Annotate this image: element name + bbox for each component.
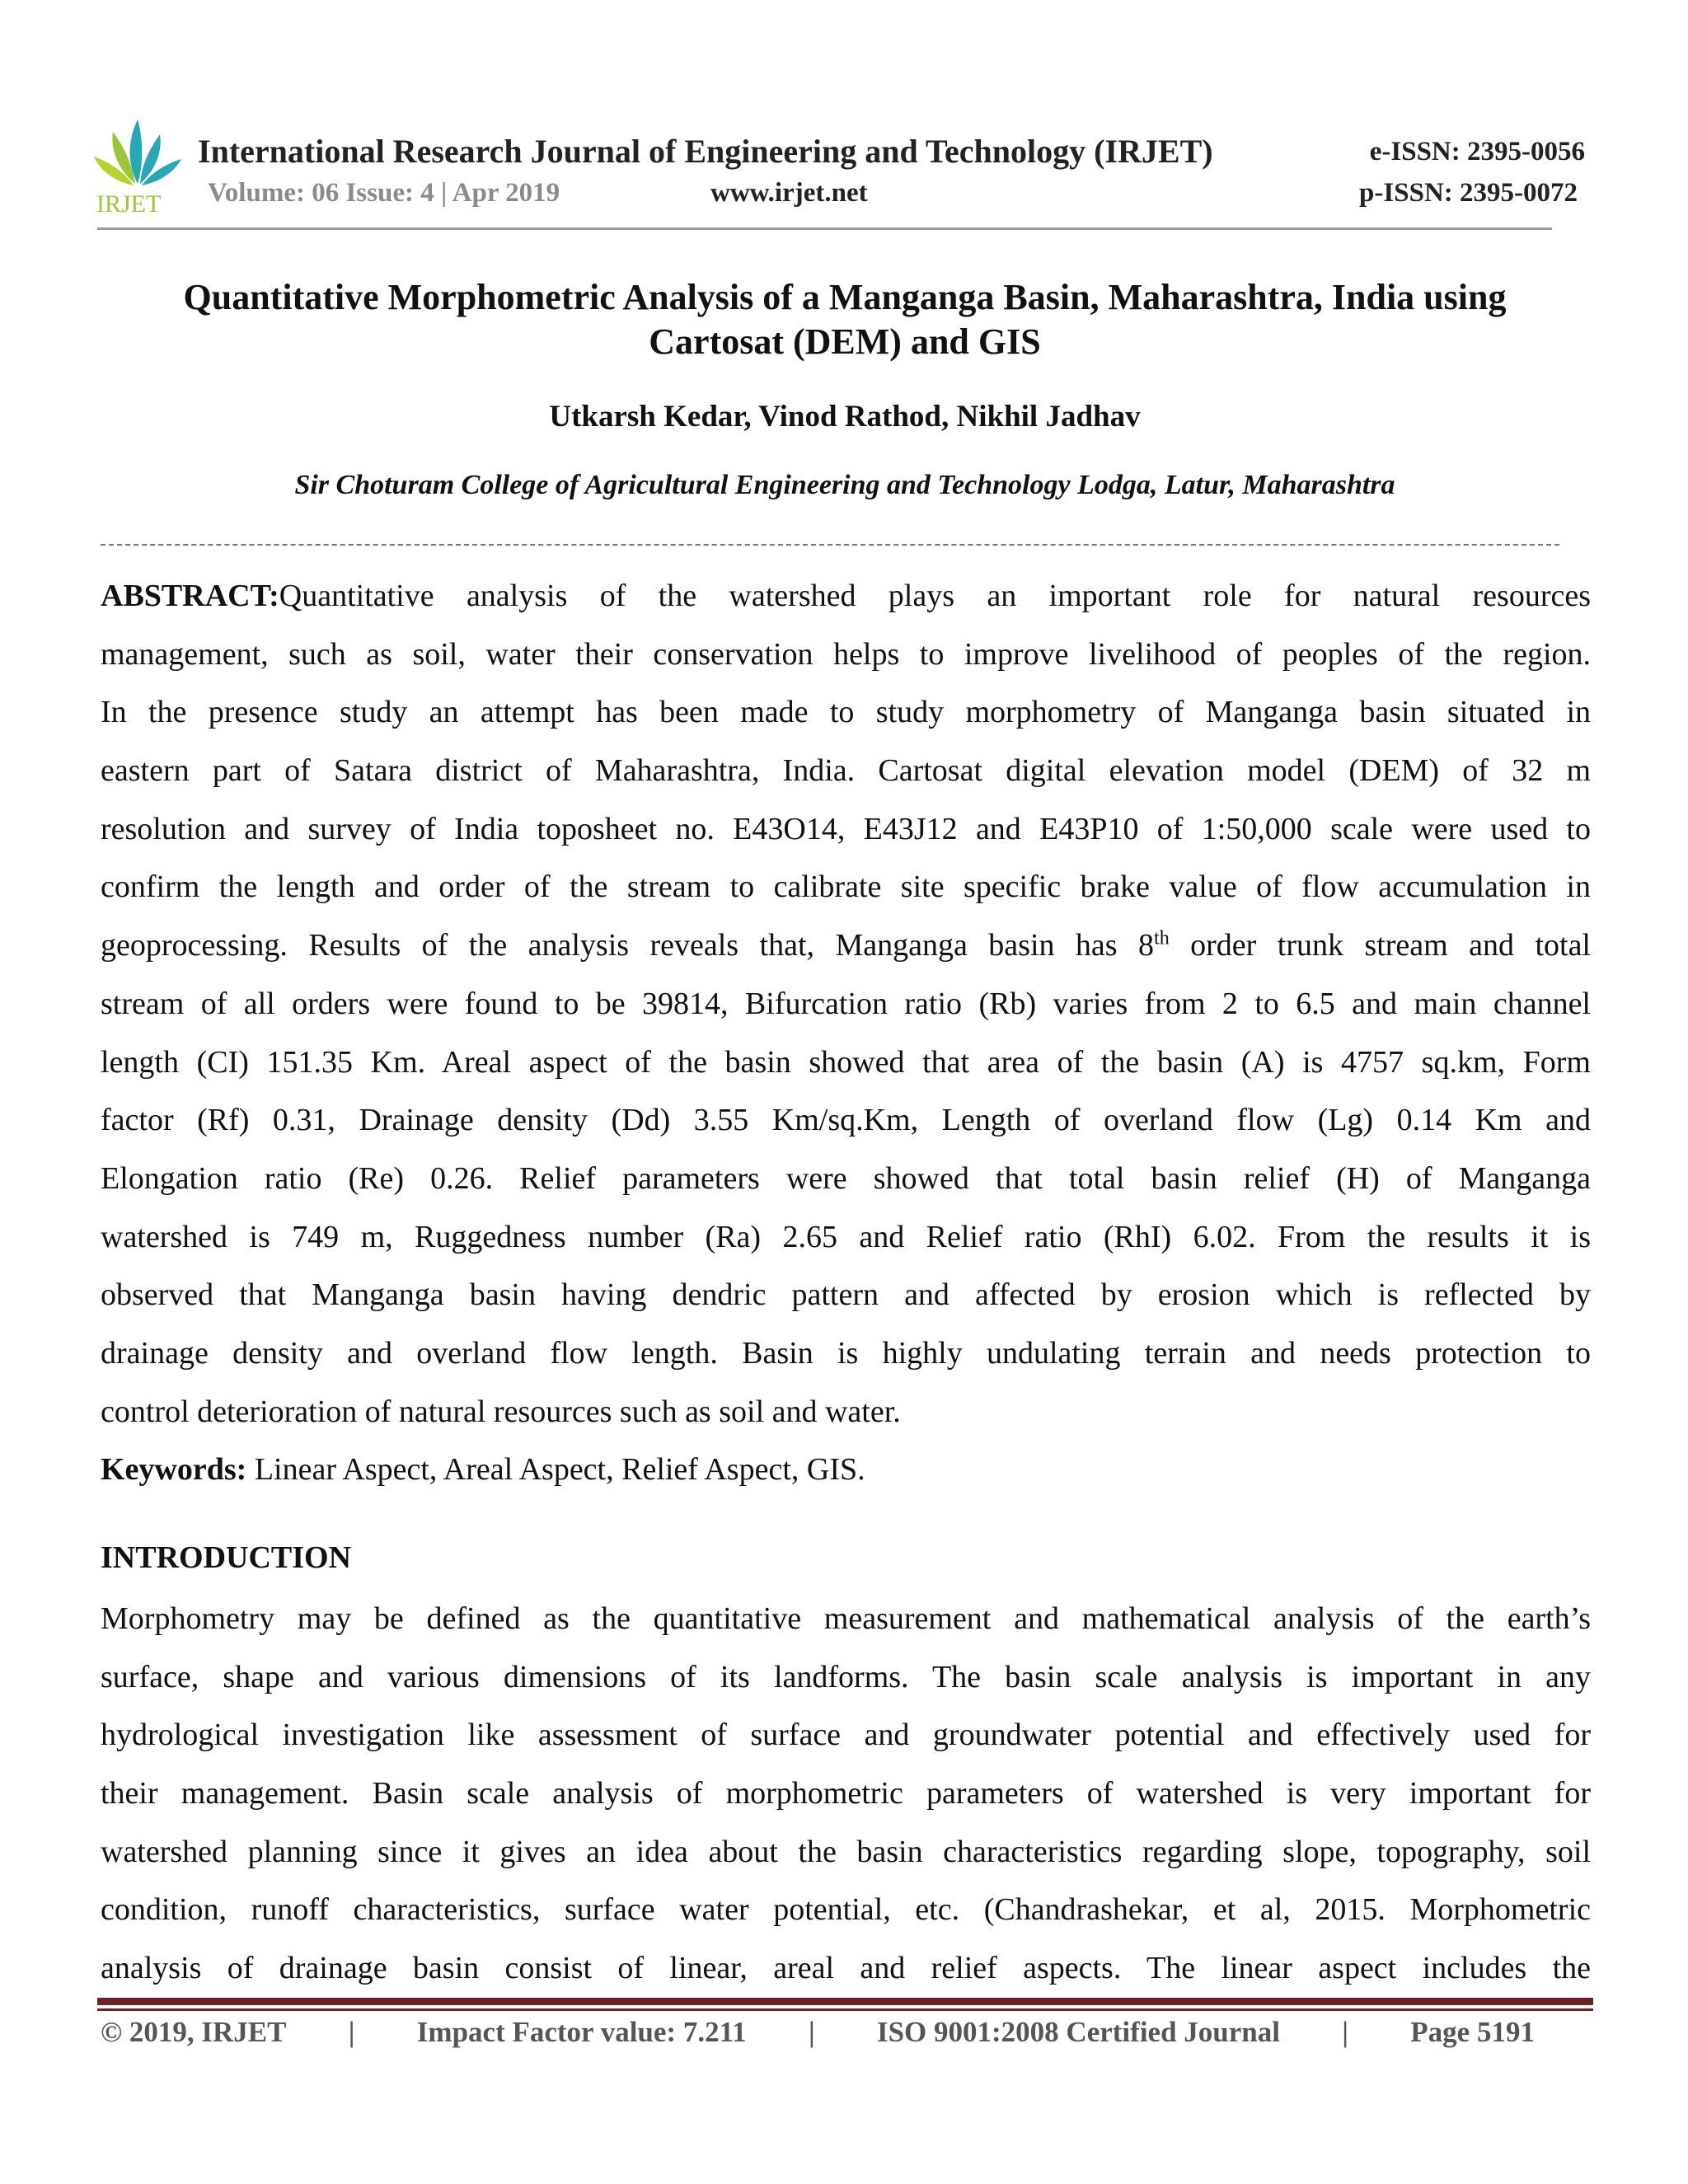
footer [101, 2016, 1535, 2049]
text-span: geoprocessing. Results of the analysis reveals that, Manganga basin has 8 [101, 928, 1155, 963]
text-span: order trunk stream and total [1169, 928, 1591, 963]
copyright: © 2019, IRJET [101, 2016, 287, 2048]
affiliation: Sir Choturam College of Agricultural Engineering and Technology Lodga, Latur, Maharashtra [294, 470, 1395, 500]
text-line: factor (Rf) 0.31, Drainage density (Dd) 3.55 Km/sq.Km, Length of overland flow (Lg) 0.14 Km and [101, 1103, 1591, 1138]
text-line: management, such as soil, water their conservation helps to improve livelihood of peoples of the region. [101, 636, 1591, 672]
text-line: watershed is 749 m, Ruggedness number (Ra) 2.65 and Relief ratio (RhI) 6.02. From the results it is [101, 1219, 1591, 1254]
text-line [101, 916, 1591, 975]
title-line: Quantitative Morphometric Analysis of a Manganga Basin, Maharashtra, India using [183, 277, 1507, 317]
text-line: stream of all orders were found to be 39814, Bifurcation ratio (Rb) varies from 2 to 6.5 and main channel [101, 986, 1591, 1021]
text-line: length (CI) 151.35 Km. Areal aspect of the basin showed that area of the basin (A) is 4757 sq.km, Form [101, 1044, 1591, 1080]
text-line: hydrological investigation like assessment of surface and groundwater potential and effectively used for [101, 1718, 1591, 1753]
dashed-divider [101, 544, 1559, 546]
text-line: drainage density and overland flow length. Basin is highly undulating terrain and needs protection to [101, 1335, 1591, 1371]
text-line: eastern part of Satara district of Maharashtra, India. Cartosat digital elevation model (DEM) of 32 m [101, 753, 1591, 789]
leaf-logo-icon [92, 120, 183, 217]
header-divider [97, 227, 1552, 230]
text-line: their management. Basin scale analysis of morphometric parameters of watershed is very important for [101, 1776, 1591, 1811]
text-line: condition, runoff characteristics, surface water potential, etc. (Chandrashekar, et al, 2015. Morphometric [101, 1892, 1591, 1928]
footer-bar [97, 1998, 1593, 2005]
impact-factor: Impact Factor value: 7.211 [416, 2016, 747, 2048]
abstract [101, 567, 1591, 1499]
svg-text:IRJET: IRJET [96, 190, 162, 217]
keywords [101, 1441, 1591, 1499]
text-line: surface, shape and various dimensions of its landforms. The basin scale analysis is important in any [101, 1659, 1591, 1694]
section-heading: INTRODUCTION [101, 1540, 352, 1575]
irjet-logo [92, 120, 183, 217]
paper-title [82, 275, 1607, 364]
text-line: watershed planning since it gives an idea about the basin characteristics regarding slope, topography, soil [101, 1834, 1591, 1869]
text-span: Quantitative analysis of the watershed plays an important role for natural resources [279, 579, 1591, 613]
journal-name: International Research Journal of Engineering and Technology (IRJET) [198, 133, 1213, 170]
text-line: Elongation ratio (Re) 0.26. Relief parameters were showed that total basin relief (H) of Manganga [101, 1160, 1591, 1196]
text-line: observed that Manganga basin having dendric pattern and affected by erosion which is reflected by [101, 1277, 1591, 1313]
title-line: Cartosat (DEM) and GIS [649, 321, 1041, 362]
separator: | [348, 2016, 355, 2048]
page-number: Page 5191 [1410, 2016, 1535, 2048]
text-line: confirm the length and order of the stream to calibrate site specific brake value of flow accumulation in [101, 869, 1591, 905]
authors: Utkarsh Kedar, Vinod Rathod, Nikhil Jadhav [549, 400, 1141, 434]
eissn: e-ISSN: 2395-0056 [1369, 137, 1585, 166]
footer-bar-thin [97, 2008, 1593, 2011]
text-line: In the presence study an attempt has been made to study morphometry of Manganga basin situated in [101, 695, 1591, 730]
separator: | [1342, 2016, 1348, 2048]
introduction-text [101, 1590, 1591, 1998]
iso-certification: ISO 9001:2008 Certified Journal [876, 2016, 1280, 2048]
abstract-label: ABSTRACT: [101, 579, 279, 613]
text-line: control deterioration of natural resources such as soil and water. [101, 1394, 901, 1429]
text-line: resolution and survey of India toposheet no. E43O14, E43J12 and E43P10 of 1:50,000 scale were used to [101, 811, 1591, 846]
volume-issue: Volume: 06 Issue: 4 | Apr 2019 [208, 178, 560, 208]
superscript: th [1154, 927, 1170, 949]
text-line: analysis of drainage basin consist of linear, areal and relief aspects. The linear aspect includes the [101, 1951, 1591, 1986]
pissn: p-ISSN: 2395-0072 [1359, 178, 1578, 208]
keywords-label: Keywords: [101, 1452, 247, 1488]
keywords-text: Linear Aspect, Areal Aspect, Relief Aspect, GIS. [246, 1452, 865, 1488]
journal-website-link[interactable]: www.irjet.net [710, 178, 868, 208]
separator: | [808, 2016, 815, 2048]
text-line [101, 567, 1591, 626]
text-line: Morphometry may be defined as the quantitative measurement and mathematical analysis of the earth’s [101, 1601, 1591, 1636]
